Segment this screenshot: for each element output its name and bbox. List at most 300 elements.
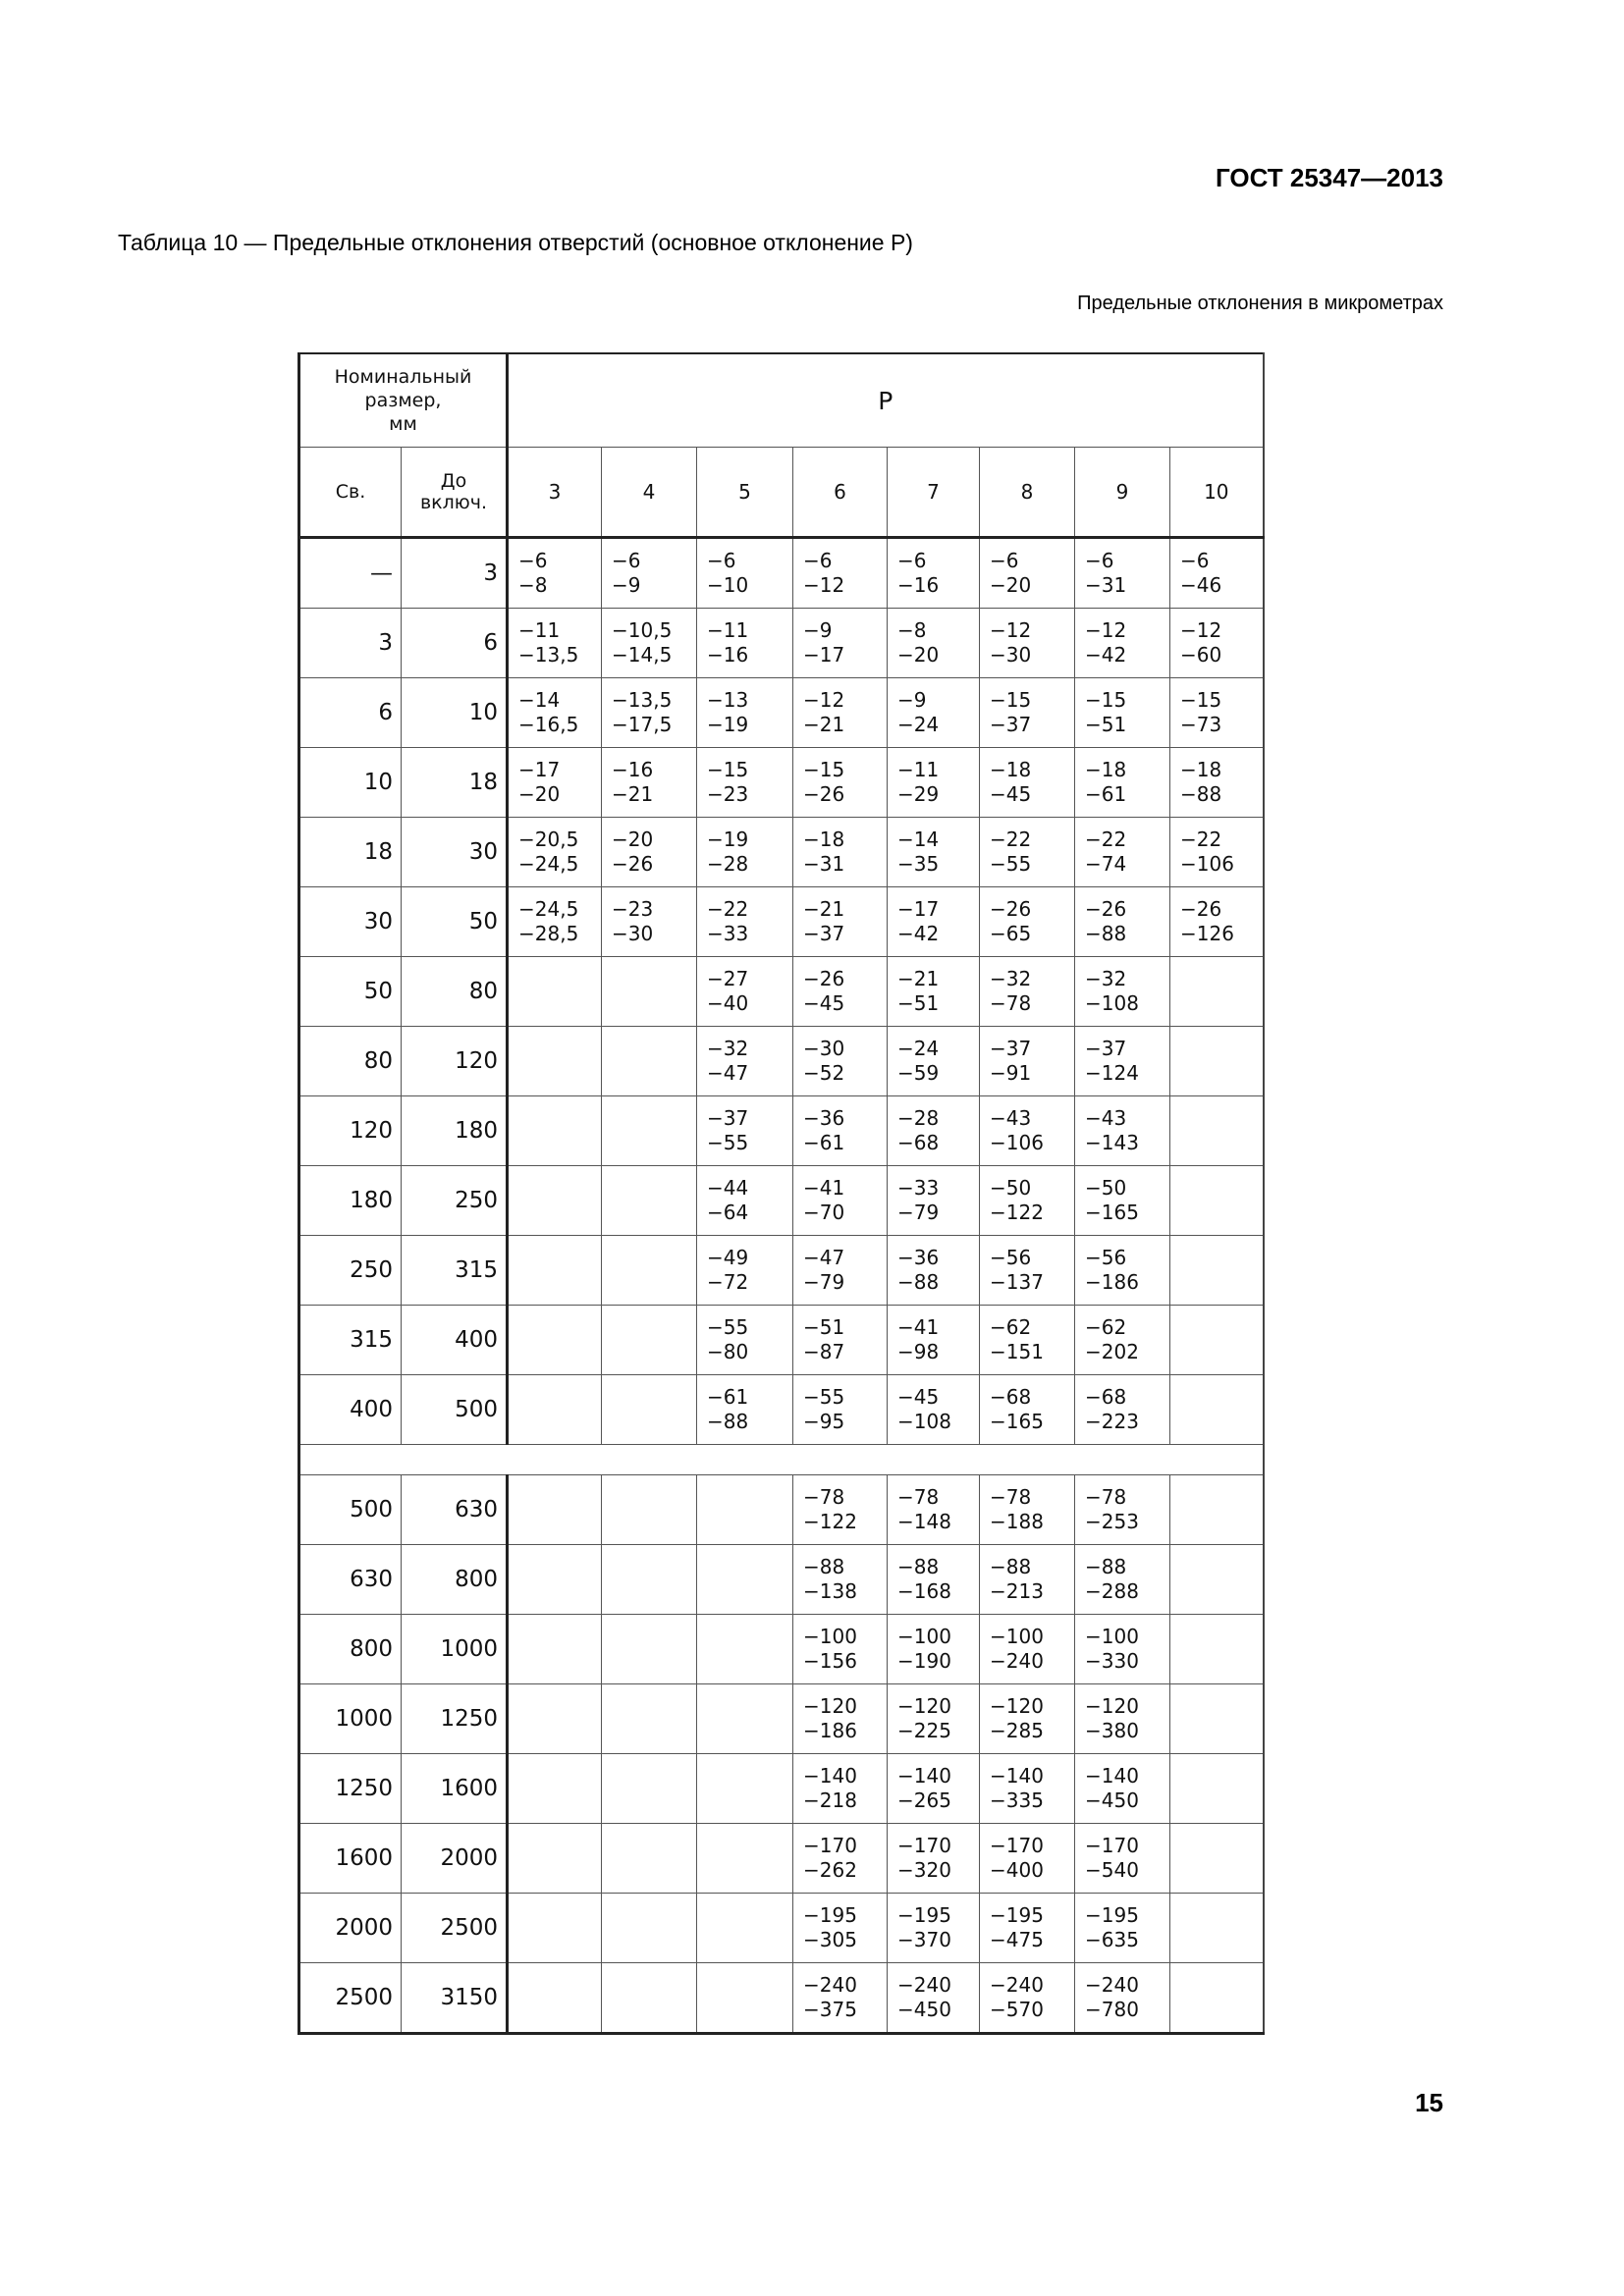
lower-deviation: −400 <box>990 1858 1044 1882</box>
lower-deviation: −285 <box>990 1719 1044 1742</box>
deviation-cell <box>508 1754 602 1824</box>
deviation-cell <box>1075 1545 1170 1615</box>
upper-deviation: −8 <box>897 618 927 642</box>
deviation-cell <box>1075 1306 1170 1375</box>
upper-deviation: −43 <box>1085 1106 1127 1130</box>
lower-deviation: −265 <box>897 1789 951 1812</box>
to-header <box>402 448 508 538</box>
upper-deviation: −26 <box>1180 897 1222 921</box>
lower-deviation: −33 <box>707 922 749 945</box>
deviation-cell <box>888 1615 980 1684</box>
deviation-cell <box>1075 1236 1170 1306</box>
upper-deviation: −22 <box>707 897 749 921</box>
table-row <box>299 1475 1264 1545</box>
deviation-cell <box>697 1545 793 1615</box>
deviation-cell <box>980 957 1075 1027</box>
upper-deviation: −37 <box>707 1106 749 1130</box>
lower-deviation: −45 <box>803 991 845 1015</box>
deviation-cell <box>1075 748 1170 818</box>
lower-deviation: −72 <box>707 1270 749 1294</box>
lower-deviation: −40 <box>707 991 749 1015</box>
upper-deviation: −55 <box>707 1315 749 1339</box>
deviation-cell <box>508 678 602 748</box>
table-row <box>299 1236 1264 1306</box>
deviation-cell <box>1170 1615 1264 1684</box>
deviation-cell <box>1075 1963 1170 2034</box>
lower-deviation: −24 <box>897 713 940 736</box>
table-row <box>299 748 1264 818</box>
upper-deviation: −56 <box>990 1246 1032 1269</box>
lower-deviation: −88 <box>1085 922 1127 945</box>
deviation-cell <box>697 1027 793 1096</box>
deviation-cell <box>602 1754 697 1824</box>
deviation-cell <box>888 538 980 609</box>
size-from-cell: 250 <box>299 1236 402 1306</box>
size-from-cell: 6 <box>299 678 402 748</box>
lower-deviation: −37 <box>803 922 845 945</box>
upper-deviation: −51 <box>803 1315 845 1339</box>
upper-deviation: −56 <box>1085 1246 1127 1269</box>
lower-deviation: −9 <box>612 573 641 597</box>
deviation-cell <box>888 887 980 957</box>
size-to-cell: 6 <box>402 609 508 678</box>
deviation-cell <box>980 1236 1075 1306</box>
size-to-cell: 18 <box>402 748 508 818</box>
lower-deviation: −88 <box>897 1270 940 1294</box>
lower-deviation: −218 <box>803 1789 857 1812</box>
nominal-size-line3: мм <box>389 413 417 435</box>
upper-deviation: −17 <box>897 897 940 921</box>
table-row <box>299 818 1264 887</box>
deviation-cell <box>888 1306 980 1375</box>
deviation-cell <box>793 1166 888 1236</box>
lower-deviation: −21 <box>612 782 654 806</box>
upper-deviation: −12 <box>803 688 845 712</box>
table-body <box>299 538 1264 2034</box>
upper-deviation: −50 <box>1085 1176 1127 1200</box>
deviation-cell <box>980 1615 1075 1684</box>
deviation-cell <box>980 1754 1075 1824</box>
upper-deviation: −6 <box>803 549 833 572</box>
size-from-cell: 180 <box>299 1166 402 1236</box>
upper-deviation: −68 <box>990 1385 1032 1409</box>
deviation-cell <box>602 957 697 1027</box>
upper-deviation: −9 <box>803 618 833 642</box>
size-to-cell: 80 <box>402 957 508 1027</box>
deviation-cell <box>697 1306 793 1375</box>
deviation-cell <box>793 1027 888 1096</box>
upper-deviation: −62 <box>990 1315 1032 1339</box>
deviation-cell <box>602 1027 697 1096</box>
deviation-cell <box>1075 609 1170 678</box>
lower-deviation: −73 <box>1180 713 1222 736</box>
table-row <box>299 1375 1264 1445</box>
deviation-cell <box>1075 1096 1170 1166</box>
deviation-cell <box>888 1545 980 1615</box>
deviation-cell <box>1170 1306 1264 1375</box>
upper-deviation: −140 <box>897 1764 951 1788</box>
deviation-cell <box>793 748 888 818</box>
deviation-cell <box>888 748 980 818</box>
upper-deviation: −12 <box>990 618 1032 642</box>
deviation-cell <box>508 1236 602 1306</box>
size-to-cell: 630 <box>402 1475 508 1545</box>
deviation-cell <box>697 957 793 1027</box>
size-from-cell: — <box>299 538 402 609</box>
lower-deviation: −225 <box>897 1719 951 1742</box>
deviation-cell <box>697 1963 793 2034</box>
size-from-cell: 800 <box>299 1615 402 1684</box>
upper-deviation: −88 <box>897 1555 940 1578</box>
deviation-cell <box>697 1096 793 1166</box>
upper-deviation: −18 <box>1085 758 1127 781</box>
deviation-cell <box>508 1545 602 1615</box>
deviation-cell <box>1075 1475 1170 1545</box>
upper-deviation: −140 <box>1085 1764 1139 1788</box>
deviation-cell <box>1075 1754 1170 1824</box>
lower-deviation: −305 <box>803 1928 857 1951</box>
upper-deviation: −195 <box>803 1903 857 1927</box>
upper-deviation: −78 <box>990 1485 1032 1509</box>
lower-deviation: −223 <box>1085 1410 1139 1433</box>
lower-deviation: −24,5 <box>518 852 579 876</box>
size-to-cell: 250 <box>402 1166 508 1236</box>
deviation-cell <box>697 1375 793 1445</box>
upper-deviation: −37 <box>990 1037 1032 1060</box>
deviation-cell <box>980 1306 1075 1375</box>
deviation-cell <box>602 1894 697 1963</box>
upper-deviation: −28 <box>897 1106 940 1130</box>
deviation-cell <box>1170 1027 1264 1096</box>
deviation-cell <box>602 1824 697 1894</box>
deviation-cell <box>1170 1545 1264 1615</box>
size-to-cell: 1250 <box>402 1684 508 1754</box>
deviation-cell <box>602 748 697 818</box>
table-row <box>299 1027 1264 1096</box>
upper-deviation: −19 <box>707 828 749 851</box>
deviation-cell <box>980 1475 1075 1545</box>
deviations-table <box>298 352 1265 2035</box>
upper-deviation: −12 <box>1180 618 1222 642</box>
deviation-cell <box>1075 818 1170 887</box>
upper-deviation: −47 <box>803 1246 845 1269</box>
deviation-cell <box>793 887 888 957</box>
upper-deviation: −100 <box>990 1625 1044 1648</box>
size-to-cell: 800 <box>402 1545 508 1615</box>
upper-deviation: −24 <box>897 1037 940 1060</box>
upper-deviation: −14 <box>518 688 561 712</box>
size-from-cell: 120 <box>299 1096 402 1166</box>
lower-deviation: −156 <box>803 1649 857 1673</box>
upper-deviation: −88 <box>990 1555 1032 1578</box>
lower-deviation: −21 <box>803 713 845 736</box>
lower-deviation: −450 <box>1085 1789 1139 1812</box>
lower-deviation: −16 <box>707 643 749 667</box>
upper-deviation: −16 <box>612 758 654 781</box>
deviation-cell <box>980 1684 1075 1754</box>
deviation-cell <box>697 609 793 678</box>
deviation-cell <box>888 678 980 748</box>
units-note: Предельные отклонения в микрометрах <box>1077 293 1443 314</box>
deviation-cell <box>1075 1027 1170 1096</box>
lower-deviation: −61 <box>803 1131 845 1154</box>
lower-deviation: −78 <box>990 991 1032 1015</box>
deviation-cell <box>888 1894 980 1963</box>
grade-header: 10 <box>1170 448 1264 538</box>
lower-deviation: −190 <box>897 1649 951 1673</box>
upper-deviation: −62 <box>1085 1315 1127 1339</box>
deviation-cell <box>508 1824 602 1894</box>
deviation-cell <box>888 1096 980 1166</box>
to-header-line1: До <box>440 470 467 492</box>
upper-deviation: −43 <box>990 1106 1032 1130</box>
deviation-cell <box>888 1475 980 1545</box>
lower-deviation: −335 <box>990 1789 1044 1812</box>
upper-deviation: −14 <box>897 828 940 851</box>
lower-deviation: −16 <box>897 573 940 597</box>
deviation-cell <box>888 818 980 887</box>
upper-deviation: −49 <box>707 1246 749 1269</box>
lower-deviation: −202 <box>1085 1340 1139 1363</box>
deviation-cell <box>508 538 602 609</box>
size-from-cell: 18 <box>299 818 402 887</box>
grade-header: 3 <box>508 448 602 538</box>
lower-deviation: −47 <box>707 1061 749 1085</box>
upper-deviation: −11 <box>518 618 561 642</box>
grade-header: 5 <box>697 448 793 538</box>
size-from-cell: 80 <box>299 1027 402 1096</box>
size-to-cell: 30 <box>402 818 508 887</box>
lower-deviation: −168 <box>897 1579 951 1603</box>
table-row <box>299 957 1264 1027</box>
table-row <box>299 887 1264 957</box>
lower-deviation: −59 <box>897 1061 940 1085</box>
deviation-cell <box>602 1166 697 1236</box>
lower-deviation: −106 <box>1180 852 1234 876</box>
size-from-cell: 2500 <box>299 1963 402 2034</box>
table-row <box>299 1306 1264 1375</box>
size-to-cell: 500 <box>402 1375 508 1445</box>
deviation-cell <box>1075 678 1170 748</box>
size-to-cell: 50 <box>402 887 508 957</box>
lower-deviation: −30 <box>990 643 1032 667</box>
upper-deviation: −170 <box>803 1834 857 1857</box>
lower-deviation: −52 <box>803 1061 845 1085</box>
deviation-cell <box>1170 748 1264 818</box>
size-from-cell: 500 <box>299 1475 402 1545</box>
deviation-cell <box>1170 1963 1264 2034</box>
size-to-cell: 120 <box>402 1027 508 1096</box>
lower-deviation: −29 <box>897 782 940 806</box>
upper-deviation: −11 <box>897 758 940 781</box>
table-row <box>299 1754 1264 1824</box>
lower-deviation: −79 <box>803 1270 845 1294</box>
table-row <box>299 1963 1264 2034</box>
upper-deviation: −195 <box>897 1903 951 1927</box>
deviation-cell <box>888 1027 980 1096</box>
deviation-cell <box>602 1615 697 1684</box>
deviation-cell <box>1075 1615 1170 1684</box>
nominal-size-line1: Номинальный <box>334 366 472 388</box>
lower-deviation: −95 <box>803 1410 845 1433</box>
deviation-cell <box>508 1963 602 2034</box>
deviation-cell <box>980 1375 1075 1445</box>
deviation-cell <box>1170 1475 1264 1545</box>
deviation-cell <box>1170 1096 1264 1166</box>
lower-deviation: −151 <box>990 1340 1044 1363</box>
deviation-cell <box>980 1027 1075 1096</box>
lower-deviation: −19 <box>707 713 749 736</box>
deviation-cell <box>697 1236 793 1306</box>
size-to-cell: 2000 <box>402 1824 508 1894</box>
lower-deviation: −8 <box>518 573 548 597</box>
subheader-row <box>299 448 1264 538</box>
deviation-cell <box>980 887 1075 957</box>
upper-deviation: −6 <box>707 549 736 572</box>
lower-deviation: −17,5 <box>612 713 673 736</box>
lower-deviation: −570 <box>990 1998 1044 2021</box>
lower-deviation: −20 <box>518 782 561 806</box>
lower-deviation: −262 <box>803 1858 857 1882</box>
lower-deviation: −28 <box>707 852 749 876</box>
deviation-cell <box>508 1894 602 1963</box>
size-to-cell: 10 <box>402 678 508 748</box>
size-to-cell: 3 <box>402 538 508 609</box>
deviation-cell <box>1075 1824 1170 1894</box>
deviation-cell <box>1075 1684 1170 1754</box>
table-row <box>299 609 1264 678</box>
upper-deviation: −21 <box>897 967 940 990</box>
deviation-cell <box>793 678 888 748</box>
upper-deviation: −21 <box>803 897 845 921</box>
deviation-cell <box>508 1096 602 1166</box>
deviation-cell <box>697 1166 793 1236</box>
upper-deviation: −6 <box>990 549 1019 572</box>
lower-deviation: −148 <box>897 1510 951 1533</box>
upper-deviation: −18 <box>990 758 1032 781</box>
to-header-line2: включ. <box>419 492 488 513</box>
upper-deviation: −33 <box>897 1176 940 1200</box>
deviation-cell <box>793 1545 888 1615</box>
upper-deviation: −32 <box>1085 967 1127 990</box>
size-to-cell: 315 <box>402 1236 508 1306</box>
deviation-cell <box>980 609 1075 678</box>
section-separator-cell <box>299 1445 1264 1475</box>
lower-deviation: −60 <box>1180 643 1222 667</box>
standard-number: ГОСТ 25347—2013 <box>1216 163 1443 192</box>
deviation-cell <box>1170 609 1264 678</box>
size-to-cell: 1000 <box>402 1615 508 1684</box>
lower-deviation: −28,5 <box>518 922 579 945</box>
upper-deviation: −88 <box>1085 1555 1127 1578</box>
table-row <box>299 678 1264 748</box>
upper-deviation: −24,5 <box>518 897 579 921</box>
deviation-cell <box>602 1375 697 1445</box>
deviation-cell <box>697 1684 793 1754</box>
upper-deviation: −170 <box>897 1834 951 1857</box>
upper-deviation: −30 <box>803 1037 845 1060</box>
deviation-cell <box>793 1963 888 2034</box>
deviation-cell <box>980 1824 1075 1894</box>
upper-deviation: −6 <box>1085 549 1114 572</box>
deviation-cell <box>602 1236 697 1306</box>
lower-deviation: −51 <box>897 991 940 1015</box>
lower-deviation: −380 <box>1085 1719 1139 1742</box>
upper-deviation: −140 <box>990 1764 1044 1788</box>
upper-deviation: −55 <box>803 1385 845 1409</box>
size-from-cell: 1250 <box>299 1754 402 1824</box>
lower-deviation: −31 <box>1085 573 1127 597</box>
deviation-cell <box>1170 1166 1264 1236</box>
table-row <box>299 1096 1264 1166</box>
deviation-cell <box>793 1375 888 1445</box>
lower-deviation: −55 <box>990 852 1032 876</box>
lower-deviation: −31 <box>803 852 845 876</box>
deviation-cell <box>697 818 793 887</box>
upper-deviation: −240 <box>803 1973 857 1997</box>
deviation-cell <box>793 1684 888 1754</box>
lower-deviation: −186 <box>803 1719 857 1742</box>
table-row <box>299 1894 1264 1963</box>
deviation-cell <box>1170 538 1264 609</box>
upper-deviation: −15 <box>1085 688 1127 712</box>
section-separator-row <box>299 1445 1264 1475</box>
deviation-cell <box>697 748 793 818</box>
deviation-cell <box>697 538 793 609</box>
lower-deviation: −10 <box>707 573 749 597</box>
deviation-cell <box>602 887 697 957</box>
deviation-cell <box>793 1894 888 1963</box>
size-to-cell: 400 <box>402 1306 508 1375</box>
deviation-cell <box>508 1375 602 1445</box>
deviation-cell <box>508 1615 602 1684</box>
deviation-cell <box>1075 1166 1170 1236</box>
deviation-cell <box>793 1306 888 1375</box>
lower-deviation: −450 <box>897 1998 951 2021</box>
upper-deviation: −41 <box>803 1176 845 1200</box>
upper-deviation: −78 <box>897 1485 940 1509</box>
deviation-cell <box>980 748 1075 818</box>
lower-deviation: −540 <box>1085 1858 1139 1882</box>
deviation-cell <box>697 1824 793 1894</box>
lower-deviation: −23 <box>707 782 749 806</box>
upper-deviation: −27 <box>707 967 749 990</box>
table-row <box>299 1824 1264 1894</box>
lower-deviation: −108 <box>897 1410 951 1433</box>
deviation-cell <box>697 1475 793 1545</box>
lower-deviation: −98 <box>897 1340 940 1363</box>
lower-deviation: −88 <box>1180 782 1222 806</box>
deviation-cell <box>508 1166 602 1236</box>
deviation-cell <box>888 1684 980 1754</box>
lower-deviation: −35 <box>897 852 940 876</box>
deviation-cell <box>888 957 980 1027</box>
upper-deviation: −240 <box>1085 1973 1139 1997</box>
deviation-cell <box>793 609 888 678</box>
lower-deviation: −122 <box>803 1510 857 1533</box>
lower-deviation: −91 <box>990 1061 1032 1085</box>
upper-deviation: −6 <box>1180 549 1210 572</box>
upper-deviation: −20,5 <box>518 828 579 851</box>
upper-deviation: −22 <box>1180 828 1222 851</box>
deviation-cell <box>1075 1894 1170 1963</box>
lower-deviation: −106 <box>990 1131 1044 1154</box>
lower-deviation: −68 <box>897 1131 940 1154</box>
deviation-cell <box>980 678 1075 748</box>
grade-header: 6 <box>793 448 888 538</box>
upper-deviation: −68 <box>1085 1385 1127 1409</box>
lower-deviation: −137 <box>990 1270 1044 1294</box>
